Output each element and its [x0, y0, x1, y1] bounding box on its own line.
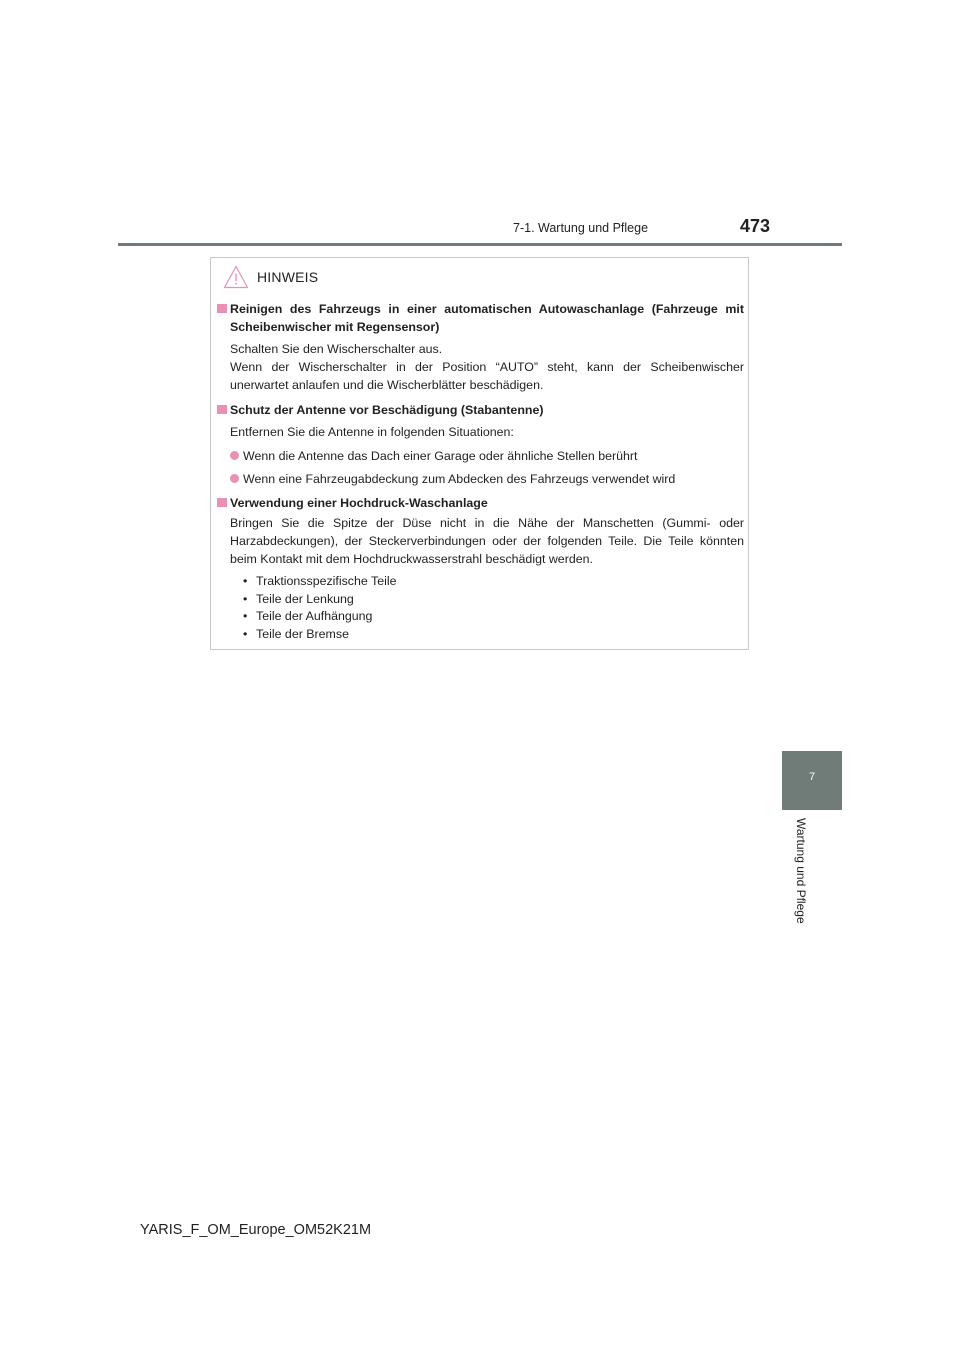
- parts-list: [217, 573, 744, 643]
- list-item: • Traktionsspezifische Teile: [241, 573, 744, 591]
- paragraph-line: Schalten Sie den Wischerschalter aus.: [230, 342, 443, 356]
- list-item: • Teile der Bremse: [241, 626, 744, 644]
- section-high-pressure: [217, 494, 744, 643]
- list-item: Wenn eine Fahrzeugabdeckung zum Abdecken des Fahrzeugs verwendet wird: [217, 470, 744, 488]
- section-paragraph: Entfernen Sie die Antenne in folgenden Situationen:: [230, 425, 514, 439]
- chapter-tab: [782, 751, 842, 810]
- section-paragraph: [217, 340, 744, 394]
- section-heading: Verwendung einer Hochdruck-Waschanlage: [217, 494, 744, 512]
- circle-bullet-icon: [230, 474, 239, 483]
- notice-title: HINWEIS: [257, 269, 319, 285]
- warning-triangle-icon: [223, 265, 249, 289]
- document-id: YARIS_F_OM_Europe_OM52K21M: [140, 1222, 372, 1238]
- notice-box: [210, 257, 749, 650]
- section-car-wash: [217, 300, 744, 394]
- header-divider: [118, 243, 842, 246]
- square-bullet-icon: [217, 304, 227, 313]
- section-heading: Reinigen des Fahrzeugs in einer automatischen Autowaschanlage (Fahrzeuge mit Scheibenwischer mit Regensensor): [217, 300, 744, 336]
- square-bullet-icon: [217, 498, 227, 507]
- list-item: • Teile der Aufhängung: [241, 608, 744, 626]
- paragraph-line: Wenn der Wischerschalter in der Position “AUTO” steht, kann der Scheibenwischer unerwartet anlaufen und die Wischerblätter beschädigen.: [230, 360, 744, 392]
- notice-header: [223, 264, 318, 290]
- section-antenna: [217, 401, 744, 488]
- page-number: 473: [740, 216, 771, 236]
- section-paragraph: Bringen Sie die Spitze der Düse nicht in die Nähe der Manschetten (Gummi- oder Harzabdeckungen), der Steckerverbindungen oder der folgenden Teile. Die Teile könnten beim Kontakt mit dem Hochdruckwasserstrahl beschädigt werden.: [230, 516, 744, 566]
- circle-bullet-icon: [230, 451, 239, 460]
- list-item: • Teile der Lenkung: [241, 591, 744, 609]
- section-heading: Schutz der Antenne vor Beschädigung (Stabantenne): [217, 401, 744, 419]
- square-bullet-icon: [217, 405, 227, 414]
- running-header-section: 7-1. Wartung und Pflege: [513, 221, 649, 235]
- chapter-number: 7: [808, 771, 816, 783]
- list-item: Wenn die Antenne das Dach einer Garage oder ähnliche Stellen berührt: [217, 447, 744, 465]
- notice-body: [217, 300, 744, 647]
- chapter-label: Wartung und Pflege: [794, 818, 808, 924]
